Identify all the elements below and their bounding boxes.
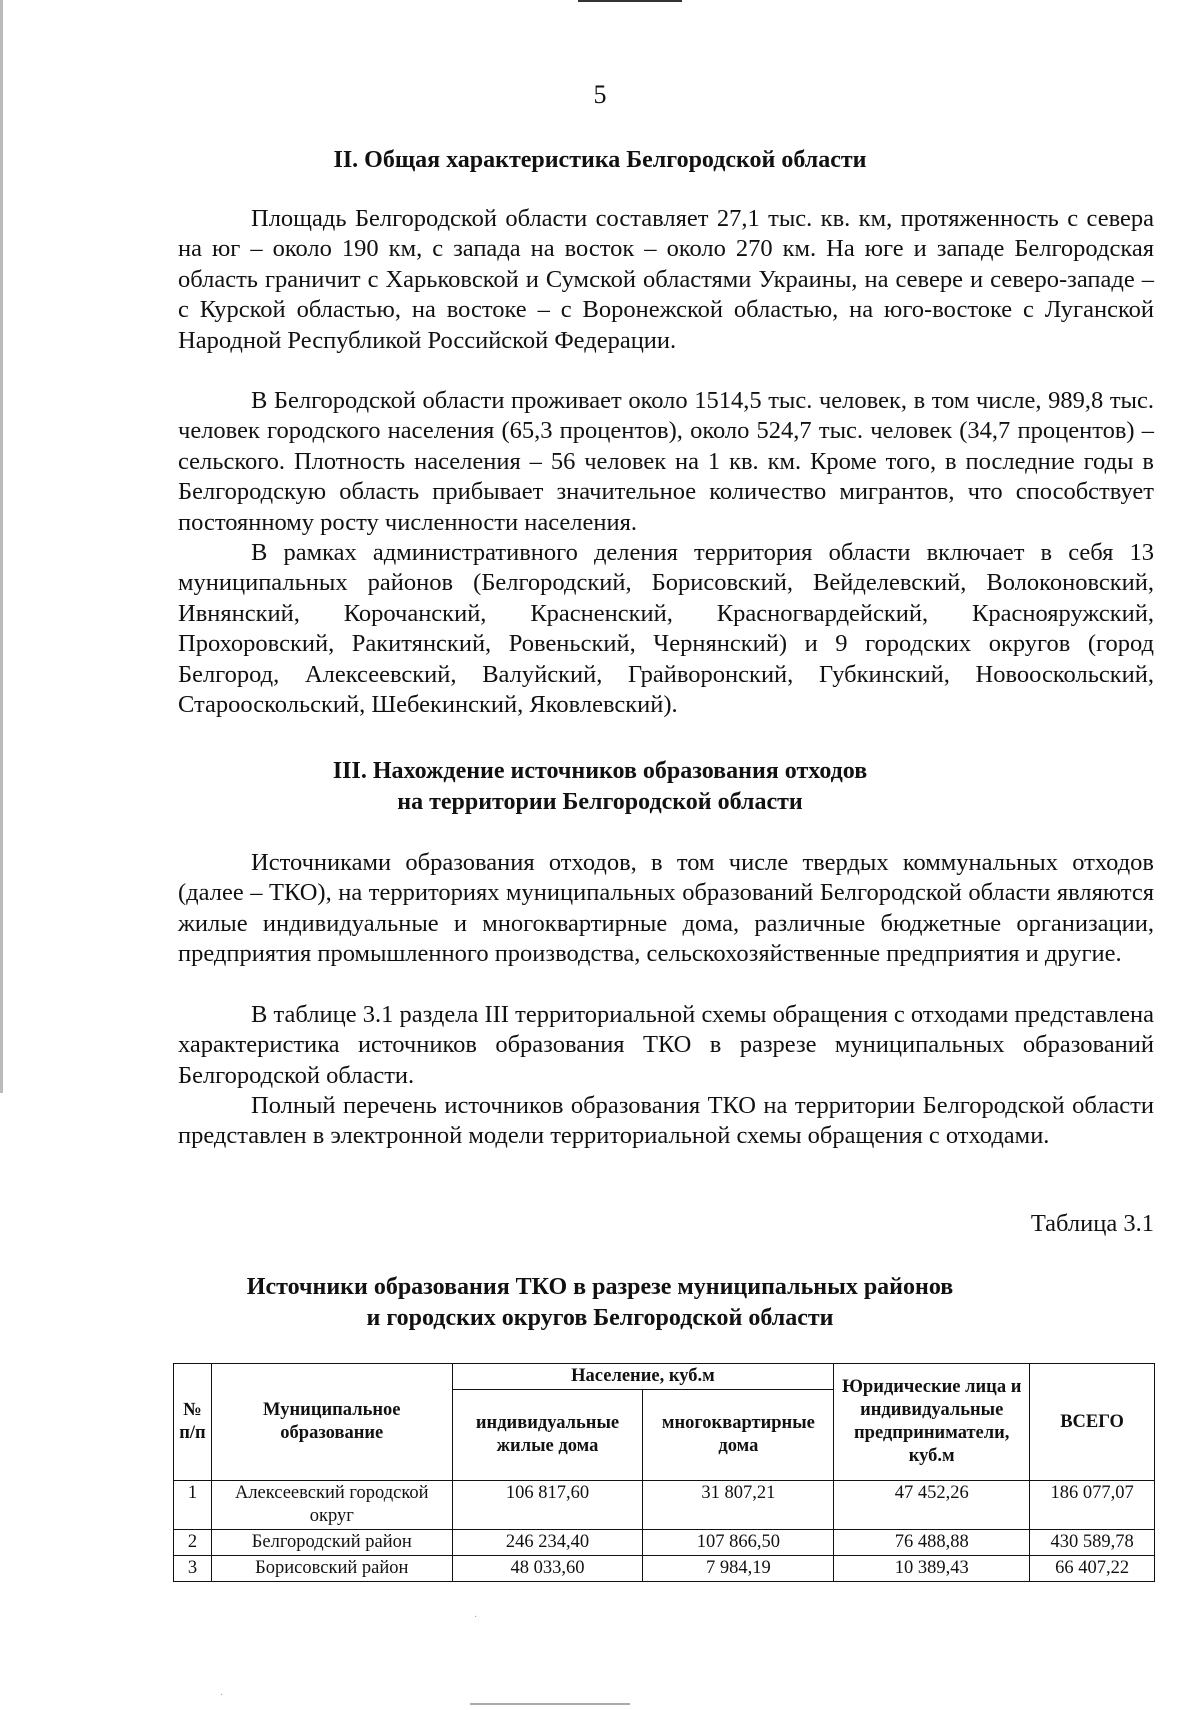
cell-legal: 10 389,43 xyxy=(834,1556,1030,1582)
cell-name: Борисовский район xyxy=(211,1556,452,1582)
header-legal-entities: Юридические лица и индивидуальные предприниматели, куб.м xyxy=(834,1364,1030,1481)
cell-apartment: 31 807,21 xyxy=(643,1481,834,1530)
header-apartment-houses: многоквартирные дома xyxy=(643,1390,834,1481)
cell-total: 186 077,07 xyxy=(1030,1481,1155,1530)
scan-speck: · xyxy=(220,1690,224,1701)
cell-name: Алексеевский городской округ xyxy=(211,1481,452,1530)
section-3-paragraph-sources: Источниками образования отходов, в том числе твердых коммунальных отходов (далее – ТКО), на территориях муниципальных образований Белгородской области являются жилые индивидуальные и многоквартирные дома, различные бюджетные организации, предприятия промышленного производства, сельскохозяйственные предприятия и другие. xyxy=(178,849,1154,968)
header-total: ВСЕГО xyxy=(1030,1364,1155,1481)
cell-num: 2 xyxy=(174,1530,212,1556)
cell-num: 1 xyxy=(174,1481,212,1530)
table-row xyxy=(174,1556,1155,1582)
section-3-heading-line1: III. Нахождение источников образования отходов xyxy=(332,758,868,784)
cell-individual: 106 817,60 xyxy=(452,1481,643,1530)
cell-total: 430 589,78 xyxy=(1030,1530,1155,1556)
page-number: 5 xyxy=(593,80,607,109)
section-2-paragraph-population: В Белгородской области проживает около 1514,5 тыс. человек, в том числе, 989,8 тыс. человек городского населения (65,3 процентов), около 524,7 тыс. человек (34,7 процентов) – сельского. Плотность населения – 56 человек на 1 кв. км. Кроме того, в последние годы в Белгородскую область прибывает значительное количество мигрантов, что способствует постоянному росту численности населения. xyxy=(178,387,1154,536)
section-3-paragraph-table-ref: В таблице 3.1 раздела III территориальной схемы обращения с отходами представлена характеристика источников образования ТКО в разрезе муниципальных образований Белгородской области. xyxy=(178,1001,1154,1089)
table-header-row-1 xyxy=(174,1364,1155,1390)
section-2-paragraph-area: Площадь Белгородской области составляет 27,1 тыс. кв. км, протяженность с севера на юг – около 190 км, с запада на восток – около 270 км. На юге и западе Белгородская область граничит с Харьковской и Сумской областями Украины, на севере и северо-западе – с Курской областью, на востоке – с Воронежской областью, на юго-востоке с Луганской Народной Республикой Российской Федерации. xyxy=(178,205,1154,354)
scan-bottom-line xyxy=(470,1703,630,1705)
cell-legal: 76 488,88 xyxy=(834,1530,1030,1556)
cell-apartment: 7 984,19 xyxy=(643,1556,834,1582)
cell-legal: 47 452,26 xyxy=(834,1481,1030,1530)
table-row xyxy=(174,1530,1155,1556)
cell-total: 66 407,22 xyxy=(1030,1556,1155,1582)
cell-individual: 48 033,60 xyxy=(452,1556,643,1582)
table-title-line2: и городских округов Белгородской области xyxy=(366,1305,834,1331)
table-row xyxy=(174,1481,1155,1530)
cell-apartment: 107 866,50 xyxy=(643,1530,834,1556)
section-2-heading: II. Общая характеристика Белгородской области xyxy=(333,147,867,173)
header-municipality: Муниципальное образование xyxy=(211,1364,452,1481)
section-3-paragraph-full-list: Полный перечень источников образования ТКО на территории Белгородской области представлен в электронной модели территориальной схемы обращения с отходами. xyxy=(178,1092,1154,1150)
cell-individual: 246 234,40 xyxy=(452,1530,643,1556)
scan-top-line xyxy=(578,0,682,2)
scan-speck: · xyxy=(474,1612,478,1623)
header-population: Население, куб.м xyxy=(452,1364,834,1390)
cell-num: 3 xyxy=(174,1556,212,1582)
header-num: № п/п xyxy=(174,1364,212,1481)
table-label: Таблица 3.1 xyxy=(1030,1210,1154,1237)
section-3-heading xyxy=(0,756,1200,818)
cell-name: Белгородский район xyxy=(211,1530,452,1556)
header-individual-houses: индивидуальные жилые дома xyxy=(452,1390,643,1481)
section-3-heading-line2: на территории Белгородской области xyxy=(397,789,803,815)
section-2-paragraph-districts: В рамках административного деления территория области включает в себя 13 муниципальных районов (Белгородский, Борисовский, Вейделевский, Волоконовский, Ивнянский, Корочанский, Красненский, Красногвардейский, Краснояружский, Прохоровский, Ракитянский, Ровеньский, Чернянский) и 9 городских округов (город Белгород, Алексеевский, Валуйский, Грайворонский, Губкинский, Новооскольский, Старооскольский, Шебекинский, Яковлевский). xyxy=(178,539,1154,719)
table-title xyxy=(0,1272,1200,1334)
table-title-line1: Источники образования ТКО в разрезе муниципальных районов xyxy=(246,1274,954,1300)
sources-table xyxy=(173,1363,1155,1582)
